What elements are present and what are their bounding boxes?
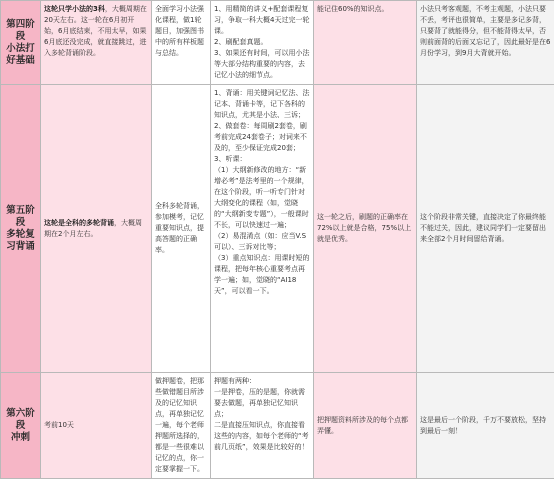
time-cell: 考前10天 [41,373,152,479]
result-cell: 能记住60%的知识点。 [314,1,417,85]
method-cell: 全科多轮背诵，参加模考，记忆重要知识点，提高答题的正确率。 [152,85,211,373]
method-cell: 做押题卷，把那些做错题目所涉及的记忆知识点，再单独记忆一遍，每个老师押题所选择的，都是一些很难以记忆的点，你一定要掌握一下。 [152,373,211,479]
table-row [1,1,554,85]
time-cell: 这轮是全科的多轮背诵，大概周期在2个月左右。 [41,85,152,373]
stage-label: 第六阶 段 冲刺 [1,373,41,479]
table-row [1,85,554,373]
stage-label: 第四阶 段 小法打 好基础 [1,1,41,85]
result-cell: 这一轮之后，刷题的正确率在72%以上就是合格，75%以上就是优秀。 [314,85,417,373]
note-cell: 这是最后一个阶段，千万不要放松，坚持到最后一刻！ [417,373,554,479]
note-cell: 小法只考客观题，不考主观题，小法只要不丢，考评也很简单，主要是多记多背，只要背了就能得分，但不能背得太早，否则前面背的后面又忘记了，因此最好是在6月份学习，到9月大背就开始。 [417,1,554,85]
method-cell: 全面学习小法强化课程，做1轮题目，加强图书中的所有样板题与总结。 [152,1,211,85]
time-cell: 这轮只学小法的3科，大概周期在20天左右。这一轮在6月初开始，6月底结束，不用太早，如果6月底还没完成，就直接跳过，进入多轮背诵阶段。 [41,1,152,85]
stage-label: 第五阶 段 多轮复 习背诵 [1,85,41,373]
tasks-cell: 1、用精简的讲义+配套课程复习，争取一科大概4天过完一轮课。 2、刷配套真题。 3、如果还有时间，可以用小法等大部分结构重要的内容，去记忆小法的细节点。 [211,1,314,85]
tasks-cell: 1、背诵：用关键词记忆法、法记本、背诵卡等，记下各科的知识点，尤其是小法、三诉； 2、做套卷：每周刷2套卷，刷考前完成24套卷子；对词来不及的，至少保证完成20套； 3、听课： （1）大纲新修改的地方：“新增必考”是法考里的一个规律，在这个阶段，听一听专门针对大纲变化的课程（如，觉晓的“大纲新变专题”），一般课时不长，可以快速过一遍； （2）易混淆点（如：应当V.S可以）、三诉对比等； （3）重点知识点：用课时短的课程，把每年核心重要考点再学一遍；如，觉晓的“AI18天”，可以看一下。 [211,85,314,373]
result-cell: 把押题资料所涉及的每个点都弄懂。 [314,373,417,479]
tasks-cell: 押题有两种： 一是押卷，压的是题，你就需要去做题，再单独记忆知识点； 二是直接压知识点，你直接看这些的内容，如每个老师的“考前几页纸”，效果是比较好的！ [211,373,314,479]
note-cell: 这个阶段非常关键，直接决定了你最终能不能过关，因此，建议同学们一定要留出来全部2个月时间留给背诵。 [417,85,554,373]
table-row [1,373,554,479]
